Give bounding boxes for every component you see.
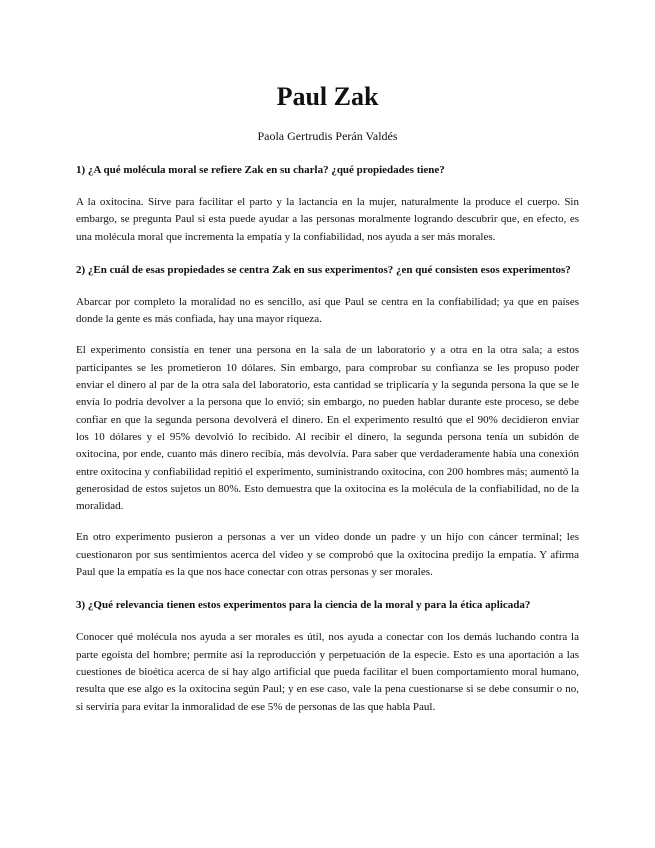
answer-2-paragraph-3: En otro experimento pusieron a personas a ver un video donde un padre y un hijo con cáncer terminal; les cuestionaron por sus sentimientos acerca del video y se comprobó que la oxitocina predijo la empatía. Y afirma Paul que la empatía es la que nos hace conectar con otras personas y ser morales.	[76, 531, 579, 579]
answer-2-paragraph-1: Abarcar por completo la moralidad no es sencillo, así que Paul se centra en la confiabilidad; ya que en países donde la gente es más confiada, hay una mayor riqueza.	[76, 295, 579, 326]
answer-3: Conocer qué molécula nos ayuda a ser morales es útil, nos ayuda a conectar con los demás luchando contra la parte egoísta del hombre; permite así la reproducción y perpetuación de la especie. Esto es una aportación a las cuestiones de bioética acerca de si hay algo artificial que pueda facilitar el buen comportamiento moral humano, resulta que ese algo es la oxitocina según Paul; y en ese caso, vale la pena cuestionarse si se debe consumir o no, si serviría para evitar la inmoralidad de ese 5% de personas de las que habla Paul.	[76, 631, 579, 713]
answer-1: A la oxitocina. Sirve para facilitar el parto y la lactancia en la mujer, naturalmente la produce el cuerpo. Sin embargo, se pregunta Paul si esta puede ayudar a las personas moralmente logrando descubrir que, en efecto, es una molécula moral que incrementa la empatía y la confiabilidad, nos ayuda a ser más morales.	[76, 196, 579, 243]
page-title: Paul Zak	[276, 82, 379, 111]
author-name: Paola Gertrudis Perán Valdés	[257, 129, 398, 143]
answer-2-paragraph-2: El experimento consistía en tener una persona en la sala de un laboratorio y a otra en la otra sala; a estos participantes se les prometieron 10 dólares. Sin embargo, para comprobar su confianza se les propuso poder enviar el dinero al par de la otra sala del laboratorio, esta cantidad se triplicaría y la segunda persona la que se le envía lo podría devolver a la persona que lo envió; sin embargo, no pueden hablar durante este proceso, se debe confiar en que la segunda persona devolverá el dinero. En el experimento resultó que el 90% decidieron enviar los 10 dólares y el 95% devolvió lo recibido. Al recibir el dinero, la segunda persona tenía un subidón de oxitocina, por ende, cuanto más dinero recibía, más devolvía. Para saber que verdaderamente había una conexión entre oxitocina y confiabilidad repitió el experimento, suministrando oxitocina, con 200 hombres más; aumentó la generosidad de estos sujetos un 80%. Esto demuestra que la oxitocina es la molécula de la confiabilidad, no de la moralidad.	[76, 344, 579, 513]
question-3: 3) ¿Qué relevancia tienen estos experimentos para la ciencia de la moral y para la ética aplicada?	[76, 599, 531, 612]
question-1: 1) ¿A qué molécula moral se refiere Zak en su charla? ¿qué propiedades tiene?	[76, 164, 445, 176]
question-2: 2) ¿En cuál de esas propiedades se centra Zak en sus experimentos? ¿en qué consisten esos experimentos?	[76, 263, 571, 276]
